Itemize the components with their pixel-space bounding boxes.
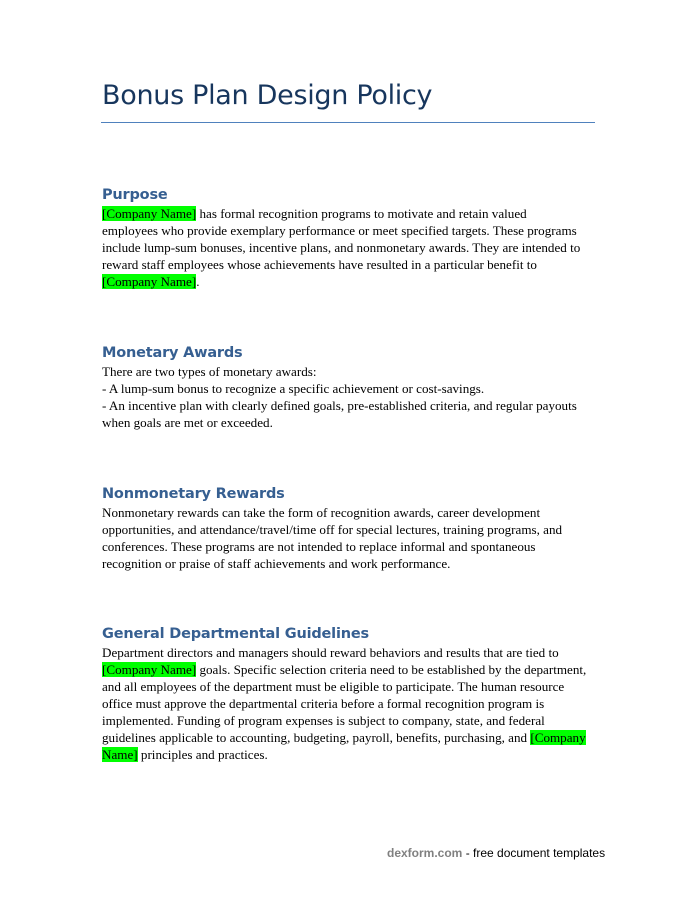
section-heading-purpose: Purpose [102,187,168,203]
section-monetary-awards [102,343,597,431]
section-heading-nonmonetary-rewards: Nonmonetary Rewards [102,486,285,502]
section-purpose [102,185,597,290]
section-body-purpose: [Company Name] has formal recognition programs to motivate and retain valued employees who provide exemplary performance or meet specified targets. These programs include lump-sum bonuses, incentive plans, and nonmonetary awards. They are intended to reward staff employees whose achievements have resulted in a particular benefit to [Company Name]. [102,206,581,289]
list-item: - An incentive plan with clearly defined goals, pre-established criteria, and regular payouts [102,398,577,413]
company-name-placeholder: [Company [530,730,586,745]
document-title: Bonus Plan Design Policy [102,80,433,111]
company-name-placeholder: [Company Name] [102,662,197,677]
title-underline [101,122,595,123]
section-general-guidelines [102,624,597,763]
section-nonmonetary-rewards [102,484,597,572]
section-heading-general-guidelines: General Departmental Guidelines [102,626,369,642]
company-name-placeholder: Name] [102,747,138,762]
footer-tagline: - free document templates [462,846,606,860]
company-name-placeholder: [Company Name] [102,206,197,221]
company-name-placeholder: [Company Name] [102,274,197,289]
footer-brand-link[interactable]: dexform.com [387,846,463,860]
section-body-general-guidelines: Department directors and managers should reward behaviors and results that are tied to [Company Name] goals. Specific selection criteria need to be established by the department, and all employees of the department must be eligible to participate. The human resource office must approve the departmental criteria before a formal recognition program is implemented. Funding of program expenses is subject to company, state, and federal guidelines applicable to accounting, budgeting, payroll, benefits, purchasing, and [Company Name] principles and practices. [102,645,587,762]
footer [387,846,605,860]
list-item: - A lump-sum bonus to recognize a specific achievement or cost-savings. [102,381,485,396]
section-body-monetary-awards: There are two types of monetary awards: - A lump-sum bonus to recognize a specific achievement or cost-savings. - An incentive plan with clearly defined goals, pre-established criteria, and regular payouts when goals are met or exceeded. [102,364,577,430]
section-heading-monetary-awards: Monetary Awards [102,345,243,361]
section-body-nonmonetary-rewards: Nonmonetary rewards can take the form of recognition awards, career development opportunities, and attendance/travel/time off for special lectures, training programs, and conferences. These programs are not intended to replace informal and spontaneous recognition or praise of staff achievements and work performance. [102,505,563,571]
